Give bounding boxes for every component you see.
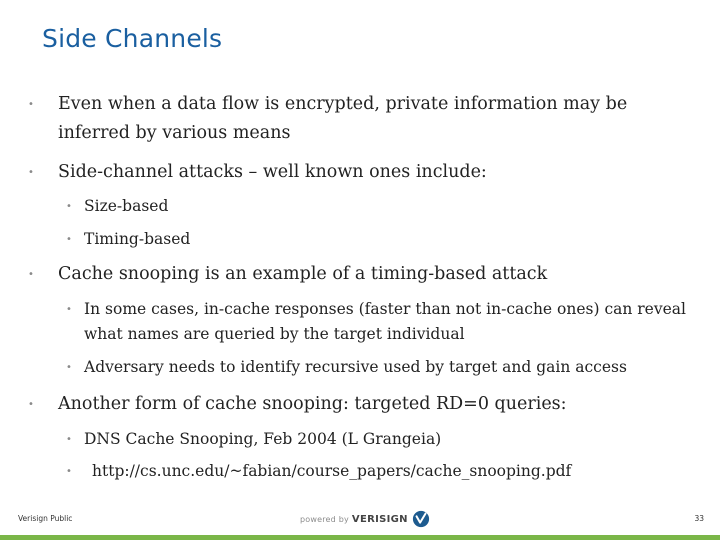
bullet-text: Adversary needs to identify recursive used by target and gain access [84,358,627,376]
bullet-level1 [28,90,698,148]
reference-link[interactable]: http://cs.unc.edu/~fabian/course_papers/cache_snooping.pdf [92,462,572,480]
bullet-dot-icon: • [66,234,72,245]
bullet-dot-icon: • [66,201,72,212]
bullet-dot-icon: • [66,466,72,477]
bullet-level2 [66,297,694,347]
bullet-text: Another form of cache snooping: targeted RD=0 queries: [58,394,567,414]
bullet-level1 [28,260,698,289]
bullet-level2 [66,459,702,484]
bullet-level1 [28,158,698,187]
powered-by-text: powered by [300,514,349,524]
bullet-level2 [66,355,694,380]
bullet-text: Even when a data flow is encrypted, private information may be inferred by various means [58,94,628,143]
brand-wordmark: VERISIGN [351,513,408,525]
slide-title: Side Channels [42,24,223,53]
bullet-level2 [66,227,694,252]
verisign-logo [300,510,430,528]
bullet-dot-icon: • [28,99,34,110]
bullet-dot-icon: • [66,304,72,315]
bullet-text: Timing-based [84,230,191,248]
page-number: 33 [694,514,704,523]
bullet-level1 [28,390,698,419]
bullet-level2 [66,194,694,219]
accent-bar [0,535,720,540]
bullet-text: DNS Cache Snooping, Feb 2004 (L Grangeia) [84,430,442,448]
bullet-level2 [66,427,694,452]
bullet-text: Side-channel attacks – well known ones include: [58,162,487,182]
verisign-check-icon [412,510,430,528]
classification-label: Verisign Public [18,514,73,523]
bullet-dot-icon: • [66,362,72,373]
bullet-dot-icon: • [28,399,34,410]
bullet-text: Cache snooping is an example of a timing-based attack [58,264,548,284]
bullet-dot-icon: • [28,167,34,178]
bullet-dot-icon: • [66,434,72,445]
bullet-dot-icon: • [28,269,34,280]
bullet-text: In some cases, in-cache responses (faster than not in-cache ones) can reveal what names are queried by the target individual [84,300,686,343]
bullet-text: Size-based [84,197,169,215]
